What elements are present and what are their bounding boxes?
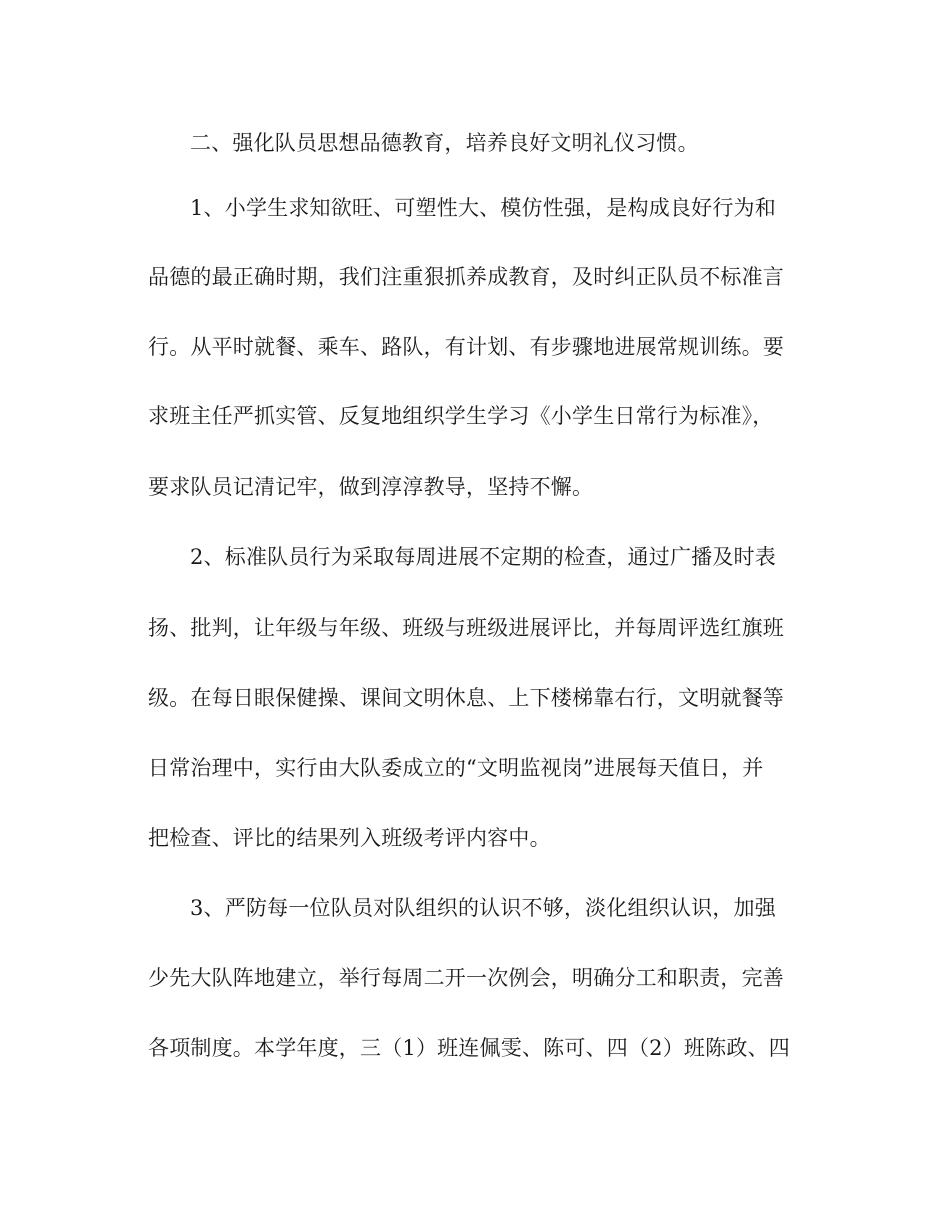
paragraph-line: 行。从平时就餐、乘车、路队，有计划、有步骤地进展常规训练。要 — [148, 335, 784, 359]
section-heading: 二、强化队员思想品德教育，培养良好文明礼仪习惯。 — [190, 131, 699, 155]
paragraph-line: 3、严防每一位队员对队组织的认识不够，淡化组织认识，加强 — [190, 896, 776, 920]
paragraph-line: 把检查、评比的结果列入班级考评内容中。 — [148, 826, 551, 850]
paragraph-line: 扬、批判，让年级与年级、班级与班级进展评比，并每周评选红旗班 — [148, 616, 784, 640]
paragraph-line: 级。在每日眼保健操、课间文明休息、上下楼梯靠右行，文明就餐等 — [148, 686, 784, 710]
paragraph-line: 求班主任严抓实管、反复地组织学生学习《小学生日常行为标准》， — [148, 404, 774, 428]
paragraph-line: 品德的最正确时期，我们注重狠抓养成教育，及时纠正队员不标准言 — [148, 265, 784, 289]
paragraph-line: 各项制度。本学年度，三（1）班连佩雯、陈可、四（2）班陈政、四 — [148, 1036, 790, 1060]
paragraph-line: 少先大队阵地建立，举行每周二开一次例会，明确分工和职责，完善 — [148, 966, 784, 990]
paragraph-line: 1、小学生求知欲旺、可塑性大、模仿性强，是构成良好行为和 — [190, 196, 776, 220]
paragraph-line: 要求队员记清记牢，做到淳淳教导，坚持不懈。 — [148, 475, 594, 499]
paragraph-line: 日常治理中，实行由大队委成立的“文明监视岗”进展每天值日，并 — [148, 756, 764, 780]
paragraph-line: 2、标准队员行为采取每周进展不定期的检查，通过广播及时表 — [190, 545, 776, 569]
